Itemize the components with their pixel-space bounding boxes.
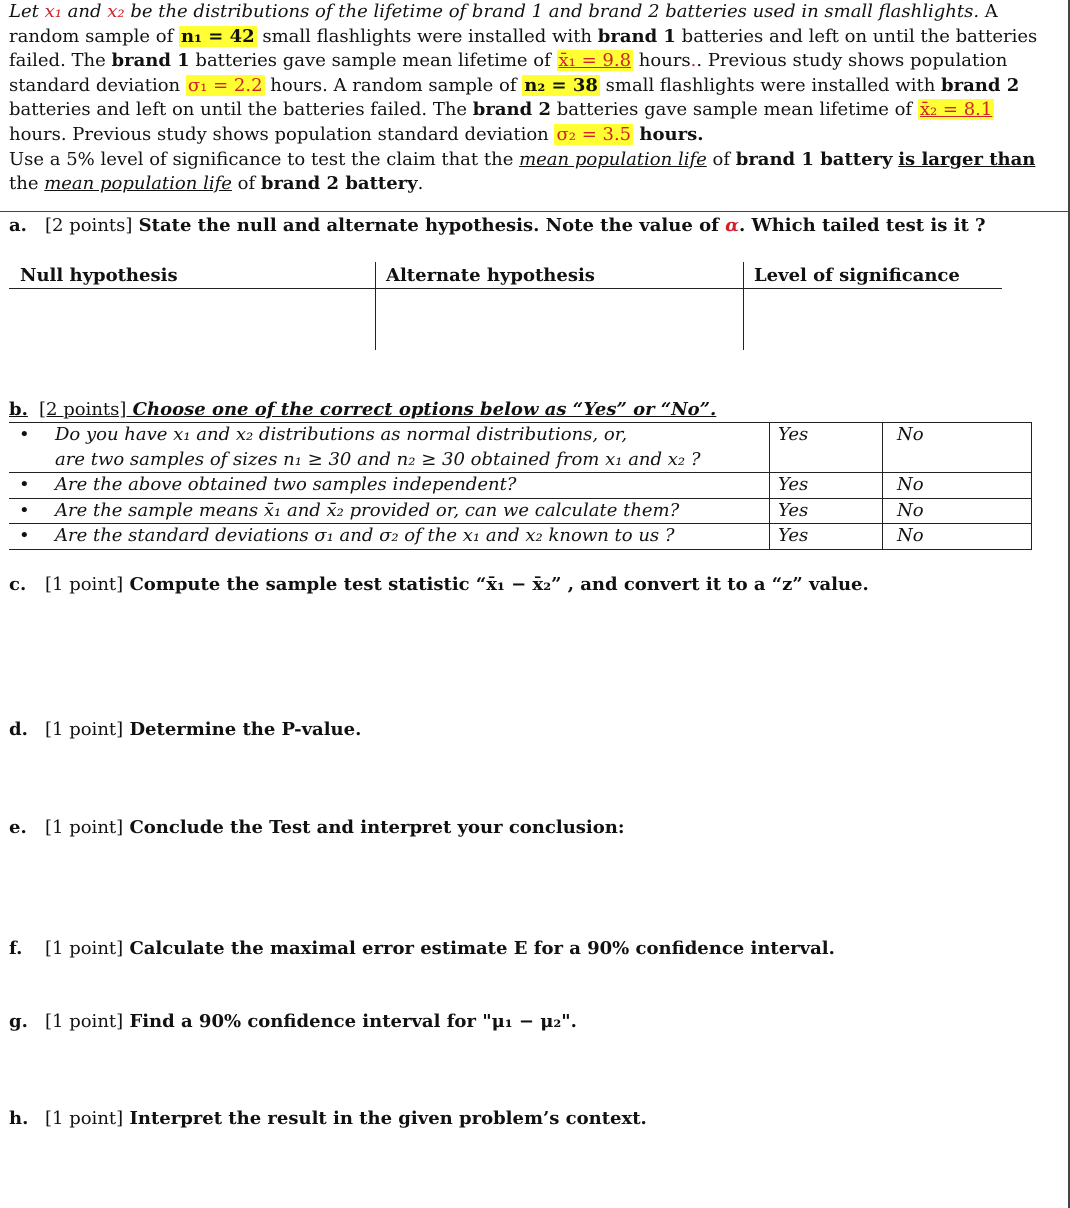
option-question: • Are the sample means x̄₁ and x̄₂ provided or, can we calculate them? — [9, 498, 770, 524]
xbar2-value: x̄₂ = 8.1 — [919, 99, 993, 121]
no-option[interactable]: No — [883, 423, 1032, 473]
alternate-hypothesis-header: Alternate hypothesis — [386, 265, 595, 286]
yes-option[interactable]: Yes — [770, 423, 883, 473]
question-f: f. [1 point] Calculate the maximal error estimate E for a 90% confidence interval. — [9, 938, 835, 959]
question-c: c. [1 point] Compute the sample test statistic “x̄₁ − x̄₂” , and convert it to a “z” value. — [9, 574, 869, 595]
yes-option[interactable]: Yes — [770, 473, 883, 499]
question-a: a. [2 points] State the null and alternate hypothesis. Note the value of α. Which tailed test is it ? — [9, 215, 986, 236]
yes-option[interactable]: Yes — [770, 498, 883, 524]
sigma1-value: σ₁ = 2.2 — [187, 74, 263, 96]
no-option[interactable]: No — [883, 498, 1032, 524]
question-d: d. [1 point] Determine the P-value. — [9, 719, 362, 740]
table-divider — [743, 262, 744, 350]
xbar1-value: x̄₁ = 9.8 — [558, 50, 632, 72]
option-question: • Are the standard deviations σ₁ and σ₂ of the x₁ and x₂ known to us ? — [9, 524, 770, 550]
no-option[interactable]: No — [883, 524, 1032, 550]
sigma2-value: σ₂ = 3.5 — [556, 123, 632, 145]
question-b: b. [2 points] Choose one of the correct options below as “Yes” or “No”. — [9, 399, 717, 420]
question-h: h. [1 point] Interpret the result in the given problem’s context. — [9, 1108, 647, 1129]
significance-header: Level of significance — [754, 265, 960, 286]
table-row — [9, 473, 1032, 499]
yes-no-table — [9, 422, 1032, 550]
yes-option[interactable]: Yes — [770, 524, 883, 550]
problem-statement: Let x₁ and x₂ be the distributions of the lifetime of brand 1 and brand 2 batteries used in small flashlights. A random sample of n₁ = 42 small flashlights were installed with brand 1 batteries and left on until the batteries failed. The brand 1 batteries gave sample mean lifetime of x̄₁ = 9.8 hours.. Previous study shows population standard deviation σ₁ = 2.2 hours. A random sample of n₂ = 38 small flashlights were installed with brand 2 batteries and left on until the batteries failed. The brand 2 batteries gave sample mean lifetime of x̄₂ = 8.1 hours. Previous study shows population standard deviation σ₂ = 3.5 hours. Use a 5% level of significance to test the claim that the mean population life of brand 1 battery is larger than the mean population life of brand 2 battery. — [9, 1, 1038, 195]
n2-value: n₂ = 38 — [524, 74, 598, 96]
null-hypothesis-header: Null hypothesis — [20, 265, 178, 286]
table-divider — [375, 262, 376, 350]
option-question: • Do you have x₁ and x₂ distributions as normal distributions, or, are two samples of sizes n₁ ≥ 30 and n₂ ≥ 30 obtained from x₁ and x₂ ? — [9, 423, 770, 473]
table-row — [9, 524, 1032, 550]
question-e: e. [1 point] Conclude the Test and interpret your conclusion: — [9, 817, 625, 838]
divider — [0, 211, 1070, 212]
no-option[interactable]: No — [883, 473, 1032, 499]
claim-direction: is larger than — [898, 148, 1036, 170]
table-row — [9, 498, 1032, 524]
question-g: g. [1 point] Find a 90% confidence interval for "μ₁ − μ₂". — [9, 1011, 577, 1032]
table-row — [9, 423, 1032, 473]
table-rule — [9, 288, 1002, 289]
option-question: • Are the above obtained two samples independent? — [9, 473, 770, 499]
n1-value: n₁ = 42 — [181, 25, 255, 47]
